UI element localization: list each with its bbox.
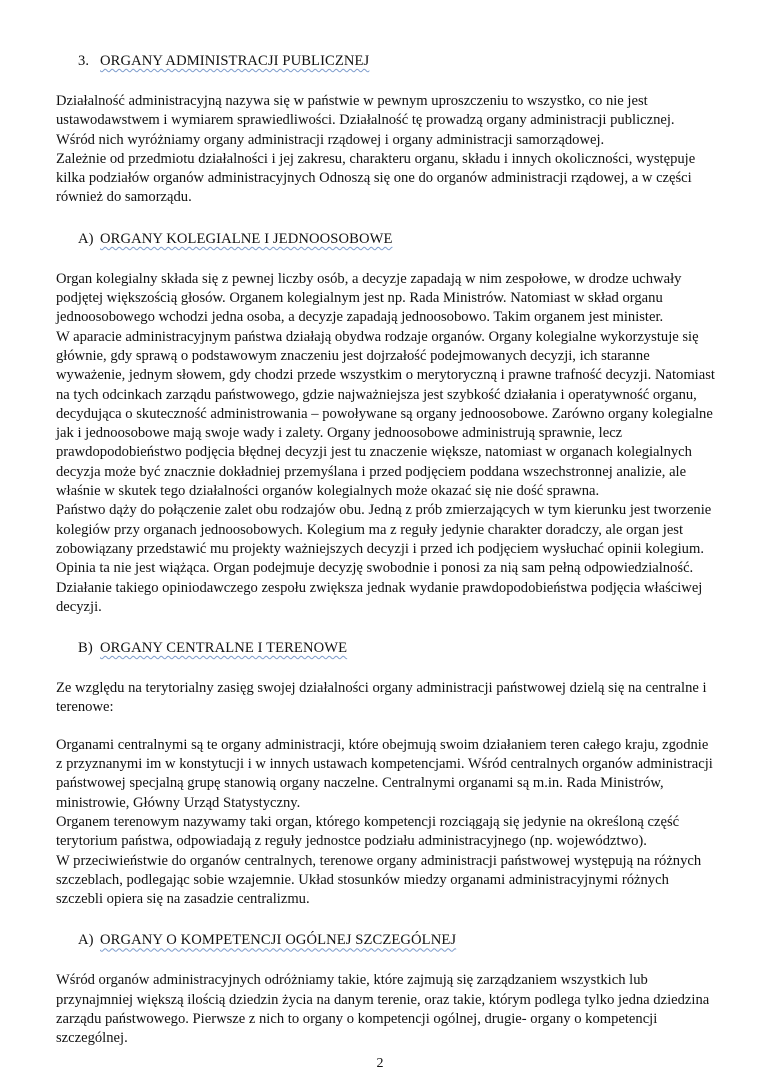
paragraph-intro: Ze względu na terytorialny zasięg swojej działalności organy administracji państwowej dzielą się na centralne i terenowe: (56, 680, 707, 716)
page-number: 2 (376, 1056, 384, 1071)
section-title: ORGANY O KOMPETENCJI OGÓLNEJ SZCZEGÓLNEJ (100, 932, 457, 949)
section-number: A) (78, 230, 94, 247)
section-heading-centralne (78, 639, 716, 657)
paragraph: Organami centralnymi są te organy administracji, które obejmują swoim działaniem teren całego kraju, zgodnie z przyznanymi im w konstytucji i w innych ustawach kompetencjami. Wśród centralnych organów administracji państwowej specjalną grupę stanowią organy naczelne. Centralnymi organami są m.in. Rada Ministrów, ministrowie, Główny Urząd Statystyczny. (56, 736, 713, 811)
paragraph: Wśród organów administracyjnych odróżniamy takie, które zajmują się zarządzaniem wszystkich lub przynajmniej większą ilością dziedzin życia na danym terenie, oraz takie, którym podlega tylko jedna dziedzina zarządu państwowego. Pierwsze z nich to organy o kompetencji ogólnej, drugie- organy o kompetencji szczególnej. (56, 972, 710, 1047)
paragraph: Działalność administracyjną nazywa się w państwie w pewnym uproszczeniu to wszystko, co nie jest ustawodawstwem i wymiarem sprawiedliwości. Działalność tę prowadzą organy administracji publicznej. Wśród nich wyróżniamy organy administracji rządowej i organy administracji samorządowej. (56, 93, 675, 148)
section-title: ORGANY ADMINISTRACJI PUBLICZNEJ (100, 53, 370, 69)
paragraph: Państwo dąży do połączenie zalet obu rodzajów obu. Jedną z prób zmierzających w tym kierunku jest tworzenie kolegiów przy organach jednoosobowych. Kolegium ma z reguły jedynie charakter doradczy, ale organ jest zobowiązany przedstawić mu projekty ważniejszych decyzji i przed ich podjęciem wysłuchać opinii kolegium. Opinia ta nie jest wiążąca. Organ podejmuje decyzję swobodnie i ponosi za nią sam pełną odpowiedzialność. Działanie takiego opiniodawczego zespołu zwiększa jednak wydanie prawdopodobieństwa podjęcia właściwej decyzji. (56, 502, 712, 615)
section-number: B) (78, 640, 93, 657)
paragraph: Organ kolegialny składa się z pewnej liczby osób, a decyzje zapadają w nim zespołowe, w drodze uchwały podjętej większością głosów. Organem kolegialnym jest np. Rada Ministrów. Natomiast w skład organu jednoosobowego wchodzi jedna osoba, a decyzje zapadają jednoosobowo. Takim organem jest minister. (56, 270, 682, 326)
section-body-centralne (56, 679, 716, 909)
section-number: A) (78, 932, 94, 949)
paragraph: W aparacie administracyjnym państwa działają obydwa rodzaje organów. Organy kolegialne wykorzystuje się głównie, gdy sprawą o podstawowym znaczeniu jest dojrzałość podejmowanych decyzji, ich staranne wyważenie, jednym słowem, gdy chodzi przede wszystkim o merytoryczną i prawne trafność decyzji. Natomiast na tych odcinkach zarządu państwowego, gdzie najważniejsza jest szybkość działania i operatywność organu, decydująca o skuteczność administrowania – powoływane są organy jednoosobowe. Zarówno organy kolegialne jak i jednoosobowe mają swoje wady i zalety. Organy jednoosobowe administrują sprawnie, lecz prawdopodobieństwo podjęcia błędnej decyzji jest tu znaczenie większe, natomiast w organach kolegialnych decyzja może być znacznie dokładniej przemyślana i przed podjęciem poddana wszechstronnej analizie, ale właśnie w skutek tego działalności organów kolegialnych może okazać się nie dość sprawna. (56, 328, 715, 500)
section-body-kolegialne (56, 270, 716, 617)
section-title: ORGANY CENTRALNE I TERENOWE (100, 640, 348, 657)
section-heading-organy-administracji (78, 52, 716, 70)
section-body-kompetencji (56, 971, 716, 1048)
section-heading-kompetencji (78, 931, 716, 949)
section-body-organy-administracji (56, 92, 716, 208)
section-title: ORGANY KOLEGIALNE I JEDNOOSOBOWE (100, 230, 393, 247)
section-number: 3. (78, 53, 90, 69)
section-heading-kolegialne (78, 230, 716, 248)
paragraph: Zależnie od przedmiotu działalności i jej zakresu, charakteru organu, składu i innych okoliczności, występuje kilka podziałów organów administracyjnych Odnoszą się one do organów administracji rządowej, a w części również do samorządu. (56, 150, 696, 206)
paragraph-gap (56, 718, 716, 736)
document-page (56, 52, 716, 1071)
paragraph: W przeciwieństwie do organów centralnych, terenowe organy administracji państwowej występują na różnych szczeblach, podlegając sobie wzajemnie. Układ stosunków miedzy organami administracyjnymi różnych szczebli opiera się na zasadzie centralizmu. (56, 852, 702, 908)
paragraph: Organem terenowym nazywamy taki organ, którego kompetencji rozciągają się jedynie na określoną część terytorium państwa, odpowiadają z reguły jednostce podziału administracyjnego (np. województwo). (56, 813, 680, 850)
